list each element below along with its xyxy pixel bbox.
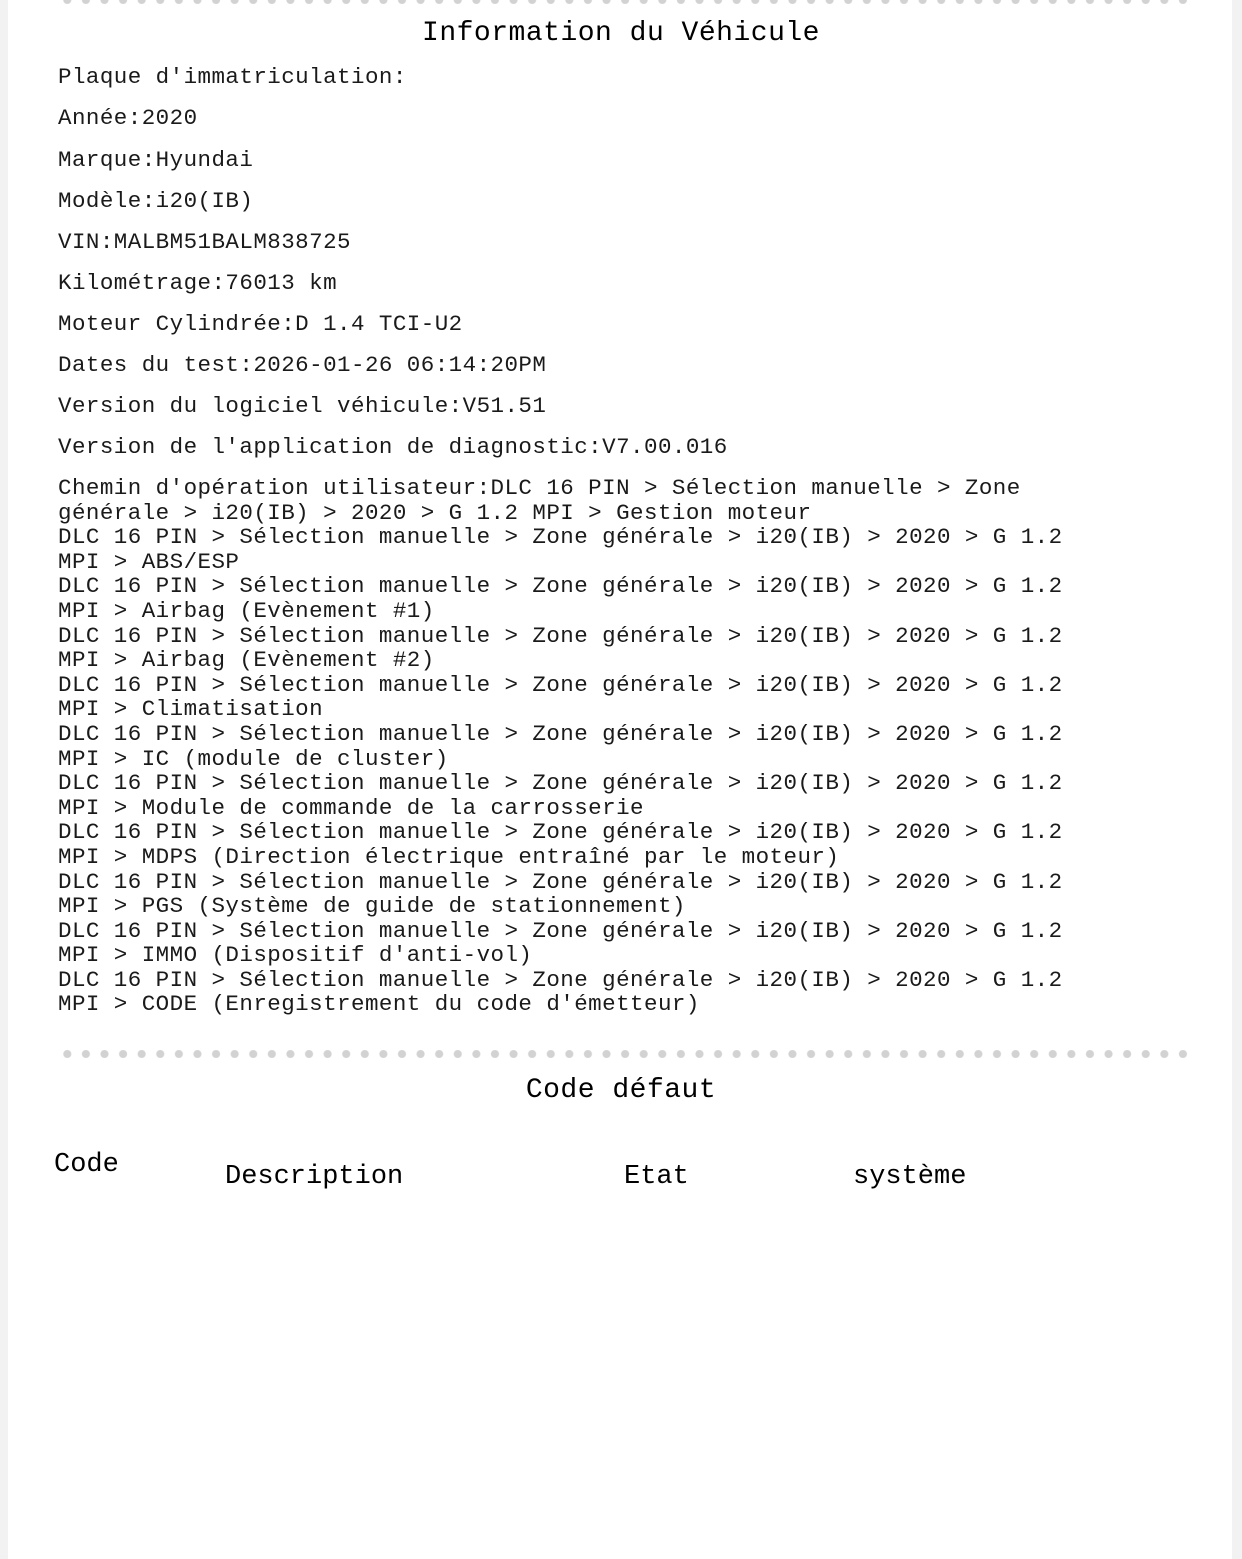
field-model: Modèle:i20(IB)	[58, 188, 254, 214]
operation-path-line: DLC 16 PIN > Sélection manuelle > Zone générale > i20(IB) > 2020 > G 1.2	[58, 966, 1063, 993]
column-header-code: Code	[54, 1150, 119, 1180]
operation-path-line: DLC 16 PIN > Sélection manuelle > Zone générale > i20(IB) > 2020 > G 1.2	[58, 770, 1063, 797]
operation-path-line: MPI > PGS (Système de guide de stationnement)	[58, 893, 686, 920]
vehicle-info-title: Information du Véhicule	[422, 18, 820, 49]
operation-path-line: MPI > ABS/ESP	[58, 548, 240, 575]
field-vin: VIN:MALBM51BALM838725	[58, 229, 351, 255]
operation-path-line: DLC 16 PIN > Sélection manuelle > Zone générale > i20(IB) > 2020 > G 1.2	[58, 573, 1063, 600]
column-header-description: Description	[225, 1162, 404, 1192]
operation-path-line: DLC 16 PIN > Sélection manuelle > Zone générale > i20(IB) > 2020 > G 1.2	[58, 819, 1063, 846]
operation-path-line: DLC 16 PIN > Sélection manuelle > Zone générale > i20(IB) > 2020 > G 1.2	[58, 524, 1063, 551]
report-page	[8, 0, 1232, 1559]
operation-path-line: MPI > Airbag (Evènement #2)	[58, 647, 435, 674]
operation-path-line: MPI > IMMO (Dispositif d'anti-vol)	[58, 942, 533, 969]
field-make: Marque:Hyundai	[58, 147, 254, 173]
operation-path-line: MPI > Module de commande de la carrosserie	[58, 794, 644, 821]
operation-path-line: DLC 16 PIN > Sélection manuelle > Zone générale > i20(IB) > 2020 > G 1.2	[58, 720, 1063, 747]
operation-path-line: générale > i20(IB) > 2020 > G 1.2 MPI > Gestion moteur	[58, 499, 812, 526]
operation-path-line: MPI > Airbag (Evènement #1)	[58, 597, 435, 624]
dotted-separator-middle	[58, 1050, 1188, 1058]
operation-path-line: DLC 16 PIN > Sélection manuelle > Zone générale > i20(IB) > 2020 > G 1.2	[58, 917, 1063, 944]
field-test-date: Dates du test:2026-01-26 06:14:20PM	[58, 352, 547, 378]
field-diagnostic-app-version: Version de l'application de diagnostic:V7.00.016	[58, 434, 728, 460]
field-vehicle-software-version: Version du logiciel véhicule:V51.51	[58, 393, 547, 419]
operation-path-line: DLC 16 PIN > Sélection manuelle > Zone générale > i20(IB) > 2020 > G 1.2	[58, 671, 1063, 698]
column-header-system: système	[853, 1162, 967, 1192]
operation-paths	[58, 476, 1158, 1017]
field-license-plate: Plaque d'immatriculation:	[58, 64, 407, 90]
operation-path-line: MPI > MDPS (Direction électrique entraîné par le moteur)	[58, 843, 840, 870]
operation-path-line: MPI > IC (module de cluster)	[58, 745, 449, 772]
operation-path-line: Chemin d'opération utilisateur:DLC 16 PIN > Sélection manuelle > Zone	[58, 475, 1021, 501]
field-mileage: Kilométrage:76013 km	[58, 270, 338, 296]
operation-path-line: DLC 16 PIN > Sélection manuelle > Zone générale > i20(IB) > 2020 > G 1.2	[58, 622, 1063, 649]
field-engine: Moteur Cylindrée:D 1.4 TCI-U2	[58, 311, 463, 337]
dotted-separator-top	[58, 0, 1188, 4]
operation-path-line: MPI > CODE (Enregistrement du code d'émetteur)	[58, 991, 700, 1018]
column-header-state: Etat	[624, 1162, 689, 1192]
operation-path-line: MPI > Climatisation	[58, 696, 324, 723]
field-year: Année:2020	[58, 105, 198, 131]
operation-path-line: DLC 16 PIN > Sélection manuelle > Zone générale > i20(IB) > 2020 > G 1.2	[58, 868, 1063, 895]
fault-codes-title: Code défaut	[525, 1075, 717, 1106]
